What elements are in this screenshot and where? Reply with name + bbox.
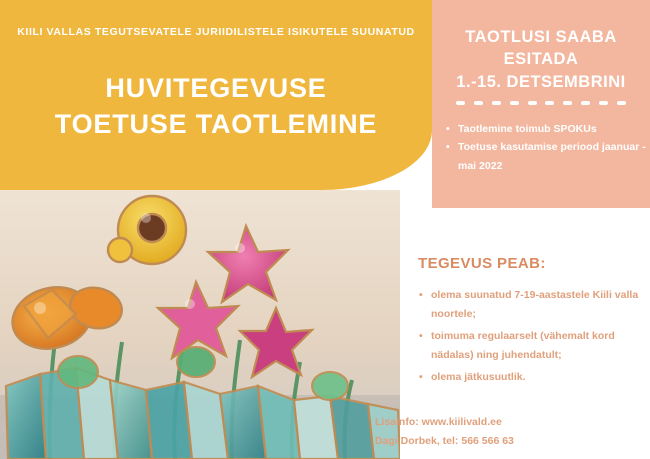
- deadline-notes-list: [446, 120, 646, 175]
- list-item: • Toetuse kasutamise periood jaanuar - mai 2022: [446, 138, 646, 175]
- footer-contact: [375, 413, 645, 451]
- divider-dash: [474, 101, 483, 105]
- footer-website[interactable]: Lisainfo: www.kiilivald.ee: [375, 416, 502, 428]
- page-title-line-2: TOETUSE TAOTLEMINE: [54, 109, 378, 140]
- divider-dash: [581, 101, 590, 105]
- list-item: • toimuma regulaarselt (vähemalt kord nädalas) ning juhendatult;: [418, 327, 646, 366]
- header-kicker: KIILI VALLAS TEGUTSEVATELE JURIIDILISTELE ISIKUTELE SUUNATUD: [17, 26, 415, 38]
- deadline-title-line-3: 1.-15. DETSEMBRINI: [456, 72, 626, 91]
- list-item: • olema suunatud 7-19-aastastele Kiili valla noortele;: [418, 286, 646, 325]
- deadline-title-line-1: TAOTLUSI SAABA: [465, 28, 617, 46]
- page-title-line-1: HUVITEGEVUSE: [105, 73, 327, 103]
- deadline-title: [432, 26, 650, 93]
- deadline-title-line-2: ESITADA: [503, 50, 579, 69]
- page-title: [0, 70, 432, 143]
- list-item: • olema jätkusuutlik.: [418, 368, 646, 387]
- dotted-divider: [456, 100, 626, 106]
- divider-dash: [545, 101, 554, 105]
- divider-dash: [492, 101, 501, 105]
- footer-phone: Dagi Dorbek, tel: 566 566 63: [375, 434, 514, 447]
- divider-dash: [617, 101, 626, 105]
- list-item: • Taotlemine toimub SPOKUs: [446, 120, 646, 138]
- divider-dash: [599, 101, 608, 105]
- divider-dash: [456, 101, 465, 105]
- requirements-title: TEGEVUS PEAB:: [418, 255, 546, 272]
- photo-stained-glass-flowers: [0, 190, 400, 459]
- divider-dash: [510, 101, 519, 105]
- divider-dash: [528, 101, 537, 105]
- divider-dash: [563, 101, 572, 105]
- requirements-list: [418, 286, 646, 389]
